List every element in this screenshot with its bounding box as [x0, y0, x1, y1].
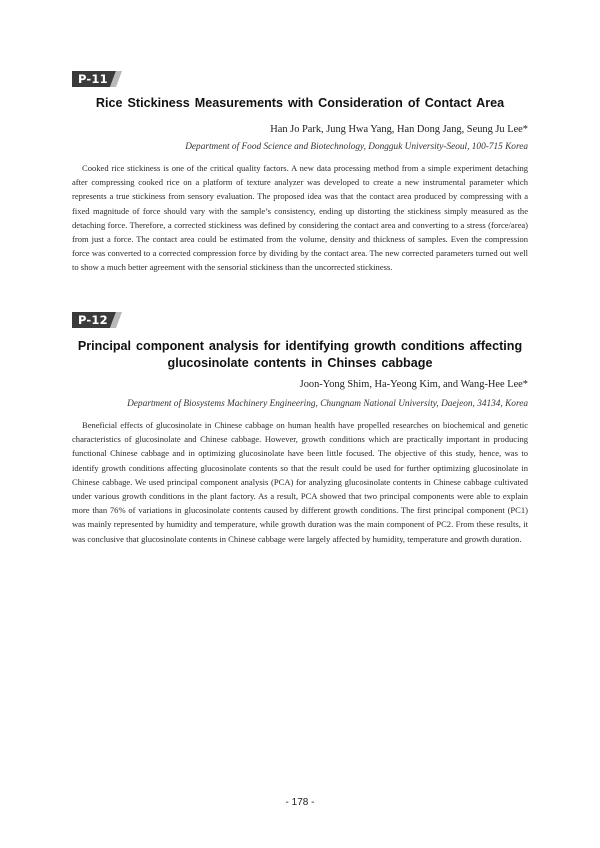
title-line: Rice Stickiness Measurements with Consideration of Contact Area [95, 96, 505, 110]
author-list: Joon-Yong Shim, Ha-Yeong Kim, and Wang-Hee Lee* [299, 379, 528, 390]
abstract-title [60, 95, 540, 112]
author-list: Han Jo Park, Jung Hwa Yang, Han Dong Jang, Seung Ju Lee* [270, 124, 528, 135]
abstract-body: Beneficial effects of glucosinolate in Chinese cabbage on human health have propelled researches on biochemical and genetic characteristics of glucosinolate and Chinese cabbage. However, growth conditions which are practically important in producing functional Chinese cabbage and in optimizing glucosinolate have been little focused. The objective of this study, hence, was to identify growth conditions affecting glucosinolate contents so that the result could be used for further optimizing glucosinolate in Chinese cabbage. We used principal component analysis (PCA) for analyzing glucosinolate contents in Chinese cabbage cultivated under various growth conditions in the plant factory. As a result, PCA showed that two principal components were able to explain more than 76% of variations in glucosinolate contents caused by different growth conditions. The first principal component (PC1) was mainly represented by humidity and temperature, while growth duration was the main component of PC2. From these results, it was conclusive that glucosinolate contents in Chinese cabbage were largely affected by humidity, temperature and growth duration. [72, 420, 528, 544]
abstract-number-badge [72, 71, 122, 87]
affiliation: Department of Food Science and Biotechnology, Dongguk University-Seoul, 100-715 Korea [185, 142, 528, 152]
title-line: glucosinolate contents in Chinses cabbage [167, 356, 433, 370]
title-line: Principal component analysis for identifying growth conditions affecting [77, 339, 523, 353]
badge-label: P-12 [78, 313, 108, 327]
affiliation: Department of Biosystems Machinery Engineering, Chungnam National University, Daejeon, 34134, Korea [127, 399, 528, 409]
abstract-body: Cooked rice stickiness is one of the critical quality factors. A new data processing method from a simple experiment detaching after compressing cooked rice on a platform of texture analyzer was developed to create a new instrumental parameter which represents a true stickiness from sensory evaluation. The proposed idea was that the contact area produced by compressing with a fixed magnitude of force should vary with the sample’s consistency, ending up distorting the stickiness simply measured as the detaching force. Therefore, a corrected stickiness was defined by considering the contact area and converting to a stress (force/area) from just a force. The contact area could be estimated from the volume, density and thickness of samples. Even the compression force was converted to a corrected compression force by dividing by the contact area. The new corrected parameters turned out well to show a much better agreement with the sensorial stickiness than the uncorrected stickiness. [72, 163, 528, 273]
page-number: - 178 - [285, 797, 315, 808]
badge-label: P-11 [78, 72, 108, 86]
abstract-title [60, 338, 540, 372]
abstract-number-badge [72, 312, 122, 328]
